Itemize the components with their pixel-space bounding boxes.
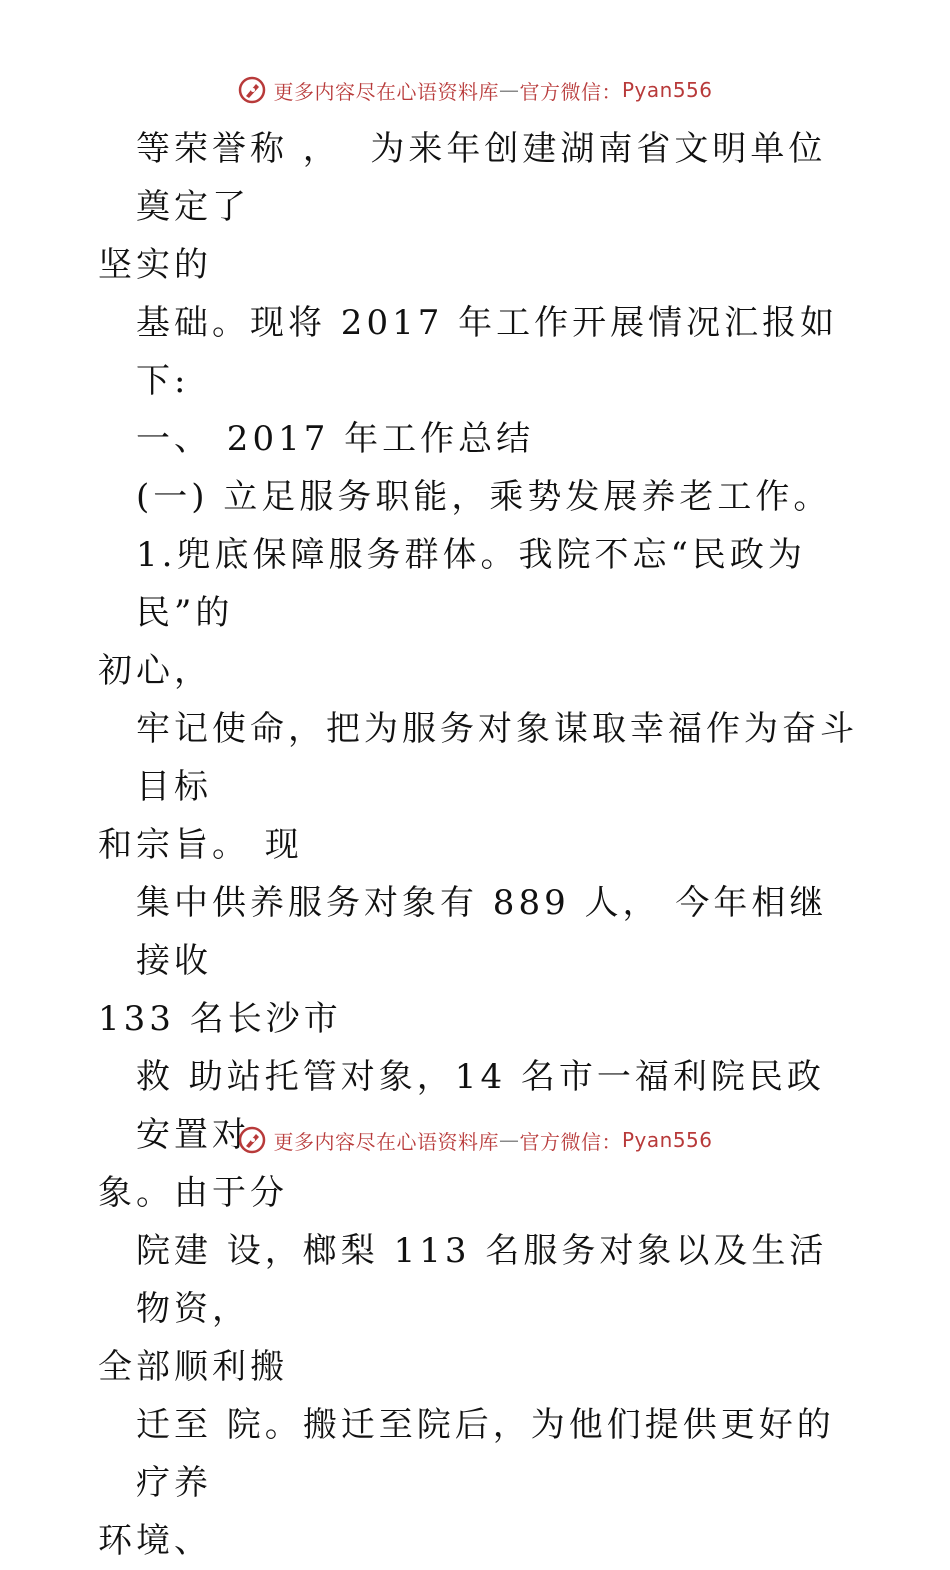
text-line: 等荣誉称 ， 为来年创建湖南省文明单位奠定了 <box>136 129 827 227</box>
watermark-separator: — <box>498 78 520 102</box>
watermark-text: 更多内容尽在心语资料库 <box>273 79 499 104</box>
pen-nib-logo-icon <box>237 1125 267 1155</box>
text-line: 院建 设，榔梨 113 名服务对象以及生活物资， <box>136 1231 828 1329</box>
document-body <box>98 120 858 1570</box>
text-line: 坚实的 <box>98 245 212 285</box>
text-line: 133 名长沙市 <box>98 999 342 1039</box>
text-line: 象。由于分 <box>98 1173 288 1213</box>
text-line: 全部顺利搬 <box>98 1347 288 1387</box>
text-line: 初心， <box>98 651 212 691</box>
footer-watermark <box>0 1120 950 1160</box>
text-line: 环境、 <box>98 1521 212 1561</box>
text-line: 和宗旨。 现 <box>98 825 303 865</box>
text-line: 救 助站托管对象，14 名市一福利院民政安置对 <box>136 1057 825 1155</box>
text-line: 基础。现将 2017 年工作开展情况汇报如下: <box>136 303 839 401</box>
section-heading: 一、 2017 年工作总结 <box>136 419 535 459</box>
watermark-text: 更多内容尽在心语资料库 <box>273 1129 499 1154</box>
text-line: 迁至 院。搬迁至院后，为他们提供更好的疗养 <box>136 1405 835 1503</box>
subsection-heading: (一) 立足服务职能，乘势发展养老工作。 <box>136 477 832 517</box>
watermark-wechat-label: 官方微信： <box>519 1129 622 1154</box>
watermark-wechat-label: 官方微信： <box>519 79 622 104</box>
header-watermark <box>0 70 950 110</box>
watermark-wechat-id: Pyan556 <box>621 1128 713 1152</box>
watermark-separator: — <box>498 1128 520 1152</box>
text-line: 牢记使命，把为服务对象谋取幸福作为奋斗目标 <box>136 709 858 807</box>
text-line: 集中供养服务对象有 889 人， 今年相继接收 <box>136 883 828 981</box>
pen-nib-logo-icon <box>237 75 267 105</box>
text-line: 1.兜底保障服务群体。我院不忘“民政为民”的 <box>136 535 806 633</box>
watermark-wechat-id: Pyan556 <box>621 78 713 102</box>
